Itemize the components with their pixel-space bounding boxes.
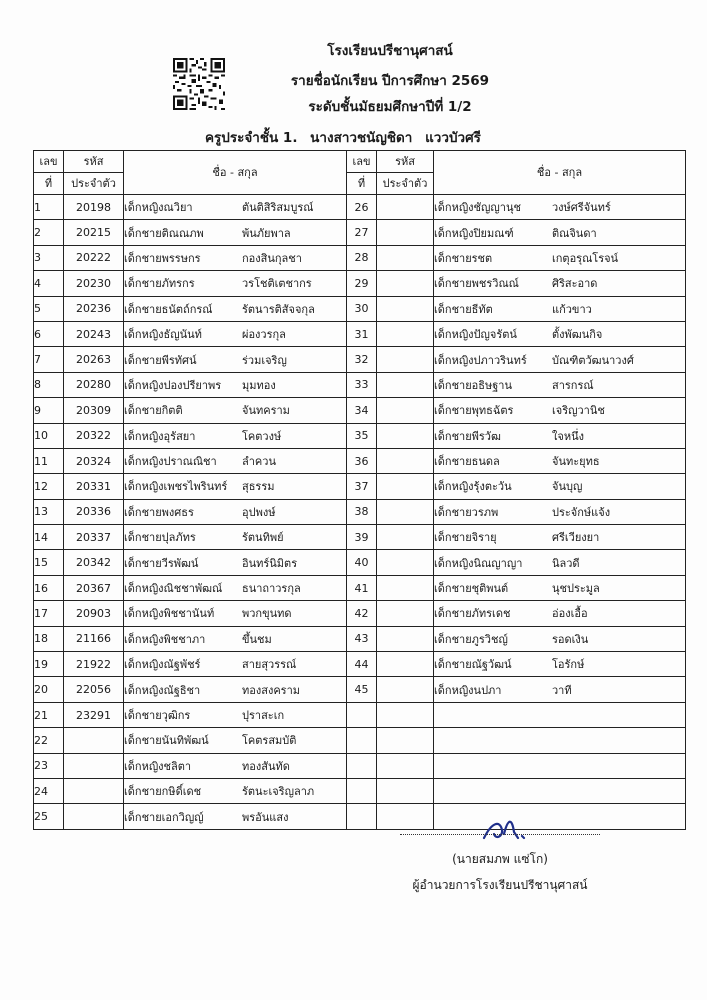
- student-name: [434, 728, 686, 753]
- student-name: [124, 423, 347, 448]
- homeroom-teacher: [205, 126, 565, 148]
- student-number: 38: [347, 499, 377, 524]
- table-row: [34, 448, 686, 473]
- teacher-first-name: นางสาวชนัญชิดา: [310, 130, 413, 146]
- student-last-name: ตั้งพัฒนกิจ: [552, 328, 603, 342]
- student-number: 6: [34, 321, 64, 346]
- table-row: [34, 550, 686, 575]
- student-name: [124, 677, 347, 702]
- table-row: [34, 499, 686, 524]
- student-last-name: รัตนะเจริญลาภ: [242, 785, 315, 799]
- student-name: [434, 423, 686, 448]
- student-number: 21: [34, 702, 64, 727]
- student-name: [434, 398, 686, 423]
- student-first-name: เด็กชายธนดล: [434, 455, 500, 469]
- student-last-name: รอดเงิน: [552, 632, 589, 646]
- student-last-name: โคตวงษ์: [242, 429, 282, 443]
- student-first-name: เด็กหญิงรุ้งตะวัน: [434, 480, 512, 494]
- student-number: 10: [34, 423, 64, 448]
- student-id: 20230: [64, 271, 124, 296]
- student-id: [377, 575, 434, 600]
- student-number: 17: [34, 601, 64, 626]
- student-number: 37: [347, 474, 377, 499]
- student-name: [434, 601, 686, 626]
- student-number: 43: [347, 626, 377, 651]
- student-name: [434, 195, 686, 220]
- student-id: [377, 474, 434, 499]
- student-last-name: พวกขุนทด: [242, 607, 292, 621]
- col-header-name: ชื่อ - สกุล: [124, 151, 347, 195]
- student-first-name: เด็กชายชุติพนต์: [434, 582, 509, 596]
- student-name: [434, 271, 686, 296]
- student-id: [377, 626, 434, 651]
- student-id: [377, 601, 434, 626]
- student-number: [347, 702, 377, 727]
- student-number: 27: [347, 220, 377, 245]
- teacher-last-name: แววบัวศรี: [425, 130, 481, 146]
- student-id: [377, 220, 434, 245]
- student-id: 20309: [64, 398, 124, 423]
- student-last-name: ประจักษ์แจ้ง: [552, 505, 611, 519]
- student-id: [64, 778, 124, 803]
- table-row: [34, 652, 686, 677]
- student-number: 13: [34, 499, 64, 524]
- student-id: [377, 271, 434, 296]
- student-name: [434, 448, 686, 473]
- student-name: [124, 804, 347, 829]
- student-name: [434, 677, 686, 702]
- student-name: [434, 626, 686, 651]
- student-name: [434, 652, 686, 677]
- student-id: 20342: [64, 550, 124, 575]
- student-id: [377, 702, 434, 727]
- student-number: 5: [34, 296, 64, 321]
- table-row: [34, 575, 686, 600]
- student-number: 42: [347, 601, 377, 626]
- table-row: [34, 220, 686, 245]
- student-number: 20: [34, 677, 64, 702]
- student-last-name: พรอันแสง: [242, 810, 289, 824]
- student-first-name: เด็กชายธีทัต: [434, 302, 493, 316]
- student-first-name: เด็กหญิงปิยมณฑ์: [434, 226, 514, 240]
- student-number: 25: [34, 804, 64, 829]
- table-row: [34, 753, 686, 778]
- student-name: [124, 195, 347, 220]
- student-id: [377, 550, 434, 575]
- student-last-name: เจริญวานิช: [552, 404, 605, 418]
- student-last-name: บัณฑิตวัฒนาวงศ์: [552, 353, 634, 367]
- student-number: 18: [34, 626, 64, 651]
- student-first-name: เด็กชายณัฐวัฒน์: [434, 658, 512, 672]
- student-number: 15: [34, 550, 64, 575]
- student-first-name: เด็กชายวีรพัฒน์: [124, 556, 199, 570]
- student-id: 21166: [64, 626, 124, 651]
- student-number: 8: [34, 372, 64, 397]
- student-number: 1: [34, 195, 64, 220]
- signature-mark: [478, 812, 538, 848]
- student-id: 20243: [64, 321, 124, 346]
- student-number: 41: [347, 575, 377, 600]
- student-number: [347, 753, 377, 778]
- student-last-name: นุชประมูล: [552, 582, 600, 596]
- student-id: [377, 499, 434, 524]
- student-last-name: อินทร์นิมิตร: [242, 556, 298, 570]
- student-number: 14: [34, 525, 64, 550]
- student-name: [434, 575, 686, 600]
- student-last-name: ร่วมเจริญ: [242, 353, 287, 367]
- student-name: [434, 702, 686, 727]
- student-number: 44: [347, 652, 377, 677]
- student-last-name: ตันติสิริสมบูรณ์: [242, 201, 314, 215]
- student-first-name: เด็กหญิงอุรัสยา: [124, 429, 196, 443]
- student-first-name: เด็กชายรชต: [434, 251, 493, 265]
- student-number: 11: [34, 448, 64, 473]
- student-name: [124, 499, 347, 524]
- student-name: [434, 474, 686, 499]
- student-last-name: จันทคราม: [242, 404, 290, 418]
- student-id: [377, 423, 434, 448]
- student-first-name: เด็กหญิงชลิตา: [124, 759, 192, 773]
- table-row: [34, 321, 686, 346]
- table-row: [34, 398, 686, 423]
- student-name: [434, 753, 686, 778]
- signer-name: (นายสมภพ แซ่โก): [452, 852, 548, 866]
- table-row: [34, 601, 686, 626]
- student-first-name: เด็กหญิงเพชรไพรินทร์: [124, 480, 228, 494]
- student-first-name: เด็กหญิงณวิยา: [124, 201, 193, 215]
- student-name: [124, 550, 347, 575]
- student-id: 20322: [64, 423, 124, 448]
- student-name: [124, 448, 347, 473]
- table-row: [34, 474, 686, 499]
- student-name: [124, 271, 347, 296]
- student-last-name: แก้วขาว: [552, 302, 592, 316]
- col-header-id: รหัส: [377, 151, 434, 173]
- student-first-name: เด็กหญิงพิชชานันท์: [124, 607, 215, 621]
- document-title: รายชื่อนักเรียน ปีการศึกษา 2569: [290, 73, 490, 89]
- student-first-name: เด็กชายภัทรกร: [124, 277, 195, 291]
- student-id: 20903: [64, 601, 124, 626]
- student-last-name: อุปพงษ์: [242, 505, 276, 519]
- student-first-name: เด็กชายพีรวัฒ: [434, 429, 501, 443]
- student-last-name: ติณจินดา: [552, 226, 597, 240]
- student-id: 20263: [64, 347, 124, 372]
- student-number: 26: [347, 195, 377, 220]
- student-id: 20215: [64, 220, 124, 245]
- student-number: 4: [34, 271, 64, 296]
- student-first-name: เด็กหญิงปองปรียาพร: [124, 378, 222, 392]
- signer-position: ผู้อำนวยการโรงเรียนปรีชานุศาสน์: [412, 878, 588, 892]
- student-id: [377, 804, 434, 829]
- col-header-name: ชื่อ - สกุล: [434, 151, 686, 195]
- table-row: [34, 804, 686, 829]
- table-row: [34, 195, 686, 220]
- student-first-name: เด็กหญิงพิชชาภา: [124, 632, 206, 646]
- col-header-id: รหัส: [64, 151, 124, 173]
- student-name: [124, 728, 347, 753]
- student-first-name: เด็กหญิงปัญจรัตน์: [434, 328, 517, 342]
- student-last-name: ผ่องวรกุล: [242, 328, 286, 342]
- table-row: [34, 525, 686, 550]
- student-id: 20336: [64, 499, 124, 524]
- student-first-name: เด็กหญิงธัญนันท์: [124, 328, 202, 342]
- student-name: [124, 702, 347, 727]
- student-last-name: ศรีเวียงยา: [552, 531, 600, 545]
- student-number: 31: [347, 321, 377, 346]
- student-last-name: พ้นภัยพาล: [242, 226, 291, 240]
- student-last-name: ใจหนึ่ง: [552, 429, 584, 443]
- student-number: 40: [347, 550, 377, 575]
- student-first-name: เด็กชายกิตติ: [124, 404, 183, 418]
- student-number: 16: [34, 575, 64, 600]
- student-number: 33: [347, 372, 377, 397]
- student-name: [124, 321, 347, 346]
- table-row: [34, 372, 686, 397]
- student-first-name: เด็กหญิงณิชชาพัฒณ์: [124, 582, 223, 596]
- col-header-no: เลข: [34, 151, 64, 173]
- student-first-name: เด็กหญิงชัญญานุช: [434, 201, 521, 215]
- student-last-name: ศิริสะอาด: [552, 277, 598, 291]
- col-header-no: เลข: [347, 151, 377, 173]
- student-first-name: เด็กชายอธิษฐาน: [434, 378, 512, 392]
- student-id: [377, 296, 434, 321]
- student-id: [64, 728, 124, 753]
- student-first-name: เด็กชายพชรวิณณ์: [434, 277, 519, 291]
- student-first-name: เด็กชายพุทธฉัตร: [434, 404, 514, 418]
- student-name: [434, 321, 686, 346]
- student-id: [377, 448, 434, 473]
- student-first-name: เด็กหญิงนิณญาญา: [434, 556, 523, 570]
- student-last-name: รัตนทิพย์: [242, 531, 284, 545]
- student-number: 19: [34, 652, 64, 677]
- student-id: 21922: [64, 652, 124, 677]
- student-name: [124, 245, 347, 270]
- student-last-name: ปุราสะเก: [242, 709, 285, 722]
- student-first-name: เด็กชายภัทรเดช: [434, 607, 511, 621]
- student-last-name: โคตรสมบัติ: [242, 734, 297, 748]
- student-name: [124, 753, 347, 778]
- student-first-name: เด็กชายนันทิพัฒน์: [124, 734, 209, 748]
- student-number: 35: [347, 423, 377, 448]
- student-last-name: สารกรณ์: [552, 378, 594, 392]
- student-number: 3: [34, 245, 64, 270]
- class-level: ระดับชั้นมัธยมศึกษาปีที่ 1/2: [308, 99, 472, 115]
- student-id: 23291: [64, 702, 124, 727]
- student-first-name: เด็กชายปุลภัทร: [124, 531, 196, 545]
- col-header-no-2: ที่: [347, 173, 377, 195]
- student-name: [124, 474, 347, 499]
- student-id: [377, 753, 434, 778]
- student-first-name: เด็กชายเอกวิญญ์: [124, 810, 204, 824]
- table-row: [34, 296, 686, 321]
- student-id: 20236: [64, 296, 124, 321]
- student-name: [124, 398, 347, 423]
- student-id: [377, 347, 434, 372]
- student-last-name: วาที: [552, 683, 572, 697]
- student-id: [377, 728, 434, 753]
- table-row: [34, 677, 686, 702]
- student-first-name: เด็กชายพีรทัศน์: [124, 353, 197, 367]
- student-name: [434, 550, 686, 575]
- student-name: [124, 575, 347, 600]
- student-number: 7: [34, 347, 64, 372]
- student-name: [124, 778, 347, 803]
- student-name: [434, 778, 686, 803]
- student-number: 9: [34, 398, 64, 423]
- student-last-name: มุมทอง: [242, 378, 276, 392]
- student-number: 28: [347, 245, 377, 270]
- student-name: [434, 499, 686, 524]
- student-last-name: กองสินกุลชา: [242, 251, 302, 265]
- table-row: [34, 423, 686, 448]
- teacher-label: ครูประจำชั้น 1.: [205, 130, 298, 146]
- student-number: 39: [347, 525, 377, 550]
- student-number: 12: [34, 474, 64, 499]
- table-row: [34, 245, 686, 270]
- student-id: [377, 398, 434, 423]
- student-first-name: เด็กหญิงณัฐธิชา: [124, 683, 201, 697]
- table-row: [34, 778, 686, 803]
- student-first-name: เด็กชายพงศธร: [124, 505, 194, 519]
- student-name: [124, 626, 347, 651]
- student-first-name: เด็กชายวรภพ: [434, 505, 499, 519]
- student-roster-table: [33, 150, 686, 830]
- student-id: [377, 245, 434, 270]
- student-last-name: ทองสงคราม: [242, 683, 301, 697]
- student-last-name: อ่องเอื้อ: [552, 607, 588, 621]
- student-name: [124, 372, 347, 397]
- student-name: [434, 220, 686, 245]
- student-id: [377, 778, 434, 803]
- student-number: 29: [347, 271, 377, 296]
- student-first-name: เด็กชายกษิดิ์เดช: [124, 785, 202, 799]
- student-id: [377, 321, 434, 346]
- student-last-name: สุธรรม: [242, 480, 275, 494]
- table-row: [34, 271, 686, 296]
- student-first-name: เด็กชายภูรวิชญ์: [434, 632, 508, 646]
- student-number: [347, 778, 377, 803]
- table-row: [34, 626, 686, 651]
- col-header-id-2: ประจำตัว: [64, 173, 124, 195]
- student-id: 20337: [64, 525, 124, 550]
- student-last-name: สายสุวรรณ์: [242, 658, 297, 672]
- student-first-name: เด็กชายพรรษกร: [124, 251, 201, 265]
- student-first-name: เด็กหญิงปราณณิชา: [124, 455, 217, 469]
- col-header-no-2: ที่: [34, 173, 64, 195]
- student-first-name: เด็กชายธนัตถ์กรณ์: [124, 302, 213, 316]
- student-number: 45: [347, 677, 377, 702]
- student-first-name: เด็กชายติณณภพ: [124, 226, 204, 240]
- student-first-name: เด็กชายจิรายุ: [434, 531, 497, 545]
- student-last-name: จันบุญ: [552, 480, 583, 494]
- student-number: 2: [34, 220, 64, 245]
- school-name: โรงเรียนปรีชานุศาสน์: [327, 43, 453, 59]
- student-name: [434, 525, 686, 550]
- student-id: [377, 677, 434, 702]
- student-number: 34: [347, 398, 377, 423]
- student-last-name: โอรักษ์: [552, 658, 585, 672]
- student-name: [124, 525, 347, 550]
- student-name: [434, 296, 686, 321]
- student-number: 22: [34, 728, 64, 753]
- student-last-name: ขึ้นชม: [242, 632, 272, 646]
- student-name: [124, 652, 347, 677]
- table-row: [34, 347, 686, 372]
- table-row: [34, 728, 686, 753]
- student-first-name: เด็กหญิงปภาวรินทร์: [434, 353, 527, 367]
- student-last-name: นิลวดี: [552, 556, 580, 570]
- table-row: [34, 702, 686, 727]
- student-id: [377, 372, 434, 397]
- student-name: [434, 804, 686, 829]
- student-name: [434, 347, 686, 372]
- student-id: [377, 195, 434, 220]
- student-first-name: เด็กหญิงนปภา: [434, 683, 502, 697]
- student-id: 20324: [64, 448, 124, 473]
- student-first-name: เด็กชายวุฒิกร: [124, 709, 191, 722]
- student-name: [124, 601, 347, 626]
- student-id: 20280: [64, 372, 124, 397]
- student-id: 22056: [64, 677, 124, 702]
- student-id: [377, 525, 434, 550]
- student-name: [434, 372, 686, 397]
- student-id: [377, 652, 434, 677]
- student-name: [124, 347, 347, 372]
- student-number: 30: [347, 296, 377, 321]
- student-number: [347, 804, 377, 829]
- student-number: 32: [347, 347, 377, 372]
- student-id: 20367: [64, 575, 124, 600]
- student-id: 20198: [64, 195, 124, 220]
- student-id: 20222: [64, 245, 124, 270]
- student-last-name: เกตุอรุณโรจน์: [552, 251, 619, 265]
- table-header-row: [34, 151, 686, 173]
- student-name: [434, 245, 686, 270]
- col-header-id-2: ประจำตัว: [377, 173, 434, 195]
- student-id: [64, 804, 124, 829]
- student-id: [64, 753, 124, 778]
- student-number: 36: [347, 448, 377, 473]
- student-last-name: รัตนารติสัจจกุล: [242, 302, 315, 316]
- student-id: 20331: [64, 474, 124, 499]
- student-last-name: วงษ์ศรีจันทร์: [552, 201, 611, 215]
- student-last-name: วรโชติเตชากร: [242, 277, 312, 291]
- student-first-name: เด็กหญิงณัฐพัชร์: [124, 658, 201, 672]
- student-name: [124, 220, 347, 245]
- signature-line: [400, 834, 600, 835]
- student-number: 24: [34, 778, 64, 803]
- student-number: [347, 728, 377, 753]
- student-last-name: ลำควน: [242, 455, 276, 469]
- student-last-name: จันทะยุทธ: [552, 455, 600, 469]
- student-name: [124, 296, 347, 321]
- student-number: 23: [34, 753, 64, 778]
- student-last-name: ทองสันทัด: [242, 759, 290, 773]
- student-last-name: ธนาถาวรกุล: [242, 582, 301, 596]
